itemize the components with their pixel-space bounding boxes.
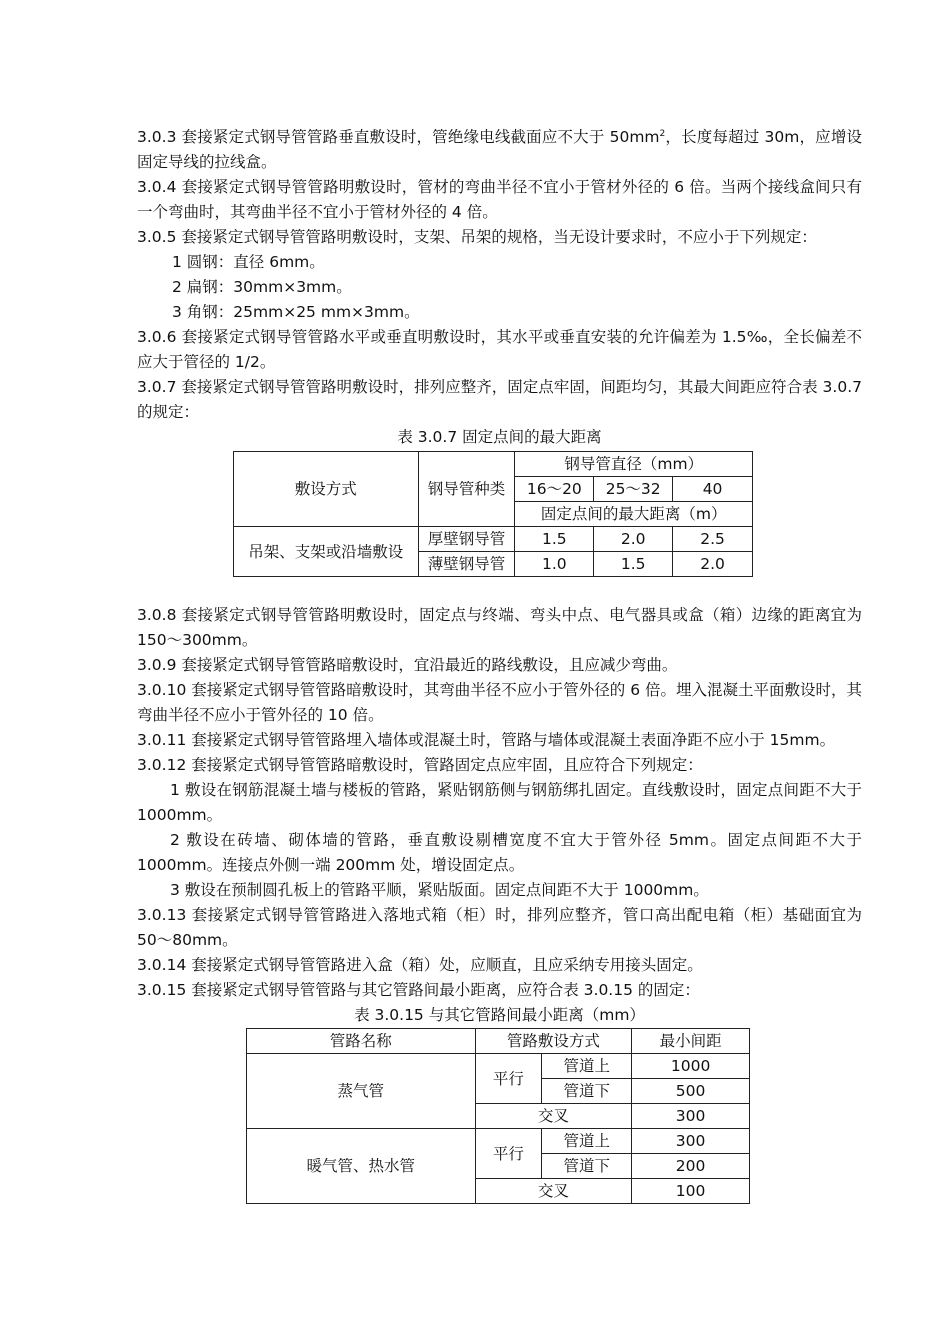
table-3-0-7-caption: 表 3.0.7 固定点间的最大距离 xyxy=(397,428,602,446)
para-3-0-12-item-1: 1 敷设在钢筋混凝土墙与楼板的管路，紧贴钢筋侧与钢筋绑扎固定。直线敷设时，固定点间距不大于 1000mm。 xyxy=(137,781,862,824)
value-cell: 1.0 xyxy=(515,552,594,577)
para-3-0-10: 3.0.10 套接紧定式钢导管管路暗敷设时，其弯曲半径不应小于管外径的 6 倍。埋入混凝土平面敷设时，其弯曲半径不应小于管外径的 10 倍。 xyxy=(137,681,862,724)
para-3-0-5-item-1: 1 圆钢：直径 6mm。 xyxy=(172,253,325,271)
para-3-0-7: 3.0.7 套接紧定式钢导管管路明敷设时，排列应整齐，固定点牢固，间距均匀，其最大间距应符合表 3.0.7 的规定： xyxy=(137,378,862,421)
value-cell: 100 xyxy=(632,1179,750,1204)
spacer xyxy=(137,577,862,603)
para-3-0-15: 3.0.15 套接紧定式钢导管管路与其它管路间最小距离，应符合表 3.0.15 的固定： xyxy=(137,981,700,999)
header-diameter: 钢导管直径（mm） xyxy=(515,452,753,477)
para-3-0-8: 3.0.8 套接紧定式钢导管管路明敷设时，固定点与终端、弯头中点、电气器具或盒（箱）边缘的距离宜为 150～300mm。 xyxy=(137,606,862,649)
para-3-0-4: 3.0.4 套接紧定式钢导管管路明敷设时，管材的弯曲半径不宜小于管材外径的 6 倍。当两个接线盒间只有一个弯曲时，其弯曲半径不宜小于管材外径的 4 倍。 xyxy=(137,178,862,221)
pipe-name-cell: 暖气管、热水管 xyxy=(247,1129,476,1204)
value-cell: 1000 xyxy=(632,1054,750,1079)
type-cell: 薄壁钢导管 xyxy=(418,552,515,577)
above-cell: 管道上 xyxy=(542,1054,632,1079)
para-3-0-3 xyxy=(137,125,862,175)
table-3-0-15-caption: 表 3.0.15 与其它管路间最小距离（mm） xyxy=(354,1006,645,1024)
cross-cell: 交叉 xyxy=(475,1104,632,1129)
parallel-cell: 平行 xyxy=(475,1054,542,1104)
para-3-0-9: 3.0.9 套接紧定式钢导管管路暗敷设时，宜沿最近的路线敷设，且应减少弯曲。 xyxy=(137,656,678,674)
value-cell: 2.0 xyxy=(594,527,673,552)
value-cell: 500 xyxy=(632,1079,750,1104)
para-3-0-3-text-end: ，长度每超过 30m，应增设固定导线的拉线盒。 xyxy=(137,128,863,171)
value-cell: 2.0 xyxy=(673,552,753,577)
header-name: 管路名称 xyxy=(247,1029,476,1054)
diameter-3: 40 xyxy=(673,477,753,502)
superscript: 2 xyxy=(659,128,666,139)
header-min: 最小间距 xyxy=(632,1029,750,1054)
header-type: 钢导管种类 xyxy=(418,452,515,527)
value-cell: 300 xyxy=(632,1104,750,1129)
table-row xyxy=(234,527,753,552)
pipe-name-cell: 蒸气管 xyxy=(247,1054,476,1129)
header-mode: 管路敷设方式 xyxy=(475,1029,632,1054)
para-3-0-6: 3.0.6 套接紧定式钢导管管路水平或垂直明敷设时，其水平或垂直安装的允许偏差为 1.5‰，全长偏差不应大于管径的 1/2。 xyxy=(137,328,862,371)
parallel-cell: 平行 xyxy=(475,1129,542,1179)
value-cell: 300 xyxy=(632,1129,750,1154)
type-cell: 厚壁钢导管 xyxy=(418,527,515,552)
value-cell: 2.5 xyxy=(673,527,753,552)
value-cell: 200 xyxy=(632,1154,750,1179)
table-3-0-7 xyxy=(233,451,753,577)
para-3-0-12: 3.0.12 套接紧定式钢导管管路暗敷设时，管路固定点应牢固，且应符合下列规定： xyxy=(137,756,703,774)
table-row xyxy=(247,1054,750,1079)
header-method: 敷设方式 xyxy=(234,452,419,527)
diameter-2: 25～32 xyxy=(594,477,673,502)
document-body xyxy=(137,125,862,1204)
header-distance: 固定点间的最大距离（m） xyxy=(515,502,753,527)
para-3-0-3-text: 3.0.3 套接紧定式钢导管管路垂直敷设时，管绝缘电线截面应不大于 50mm xyxy=(137,128,660,146)
table-row xyxy=(247,1129,750,1154)
below-cell: 管道下 xyxy=(542,1079,632,1104)
para-3-0-13: 3.0.13 套接紧定式钢导管管路进入落地式箱（柜）时，排列应整齐，管口高出配电箱（柜）基础面宜为 50～80mm。 xyxy=(137,906,862,949)
para-3-0-14: 3.0.14 套接紧定式钢导管管路进入盒（箱）处，应顺直，且应采纳专用接头固定。 xyxy=(137,956,703,974)
cross-cell: 交叉 xyxy=(475,1179,632,1204)
para-3-0-12-item-2: 2 敷设在砖墙、砌体墙的管路，垂直敷设剔槽宽度不宜大于管外径 5mm。固定点间距不大于 1000mm。连接点外侧一端 200mm 处，增设固定点。 xyxy=(137,831,862,874)
para-3-0-12-item-3: 3 敷设在预制圆孔板上的管路平顺，紧贴版面。固定点间距不大于 1000mm。 xyxy=(170,881,709,899)
above-cell: 管道上 xyxy=(542,1129,632,1154)
para-3-0-5: 3.0.5 套接紧定式钢导管管路明敷设时，支架、吊架的规格，当无设计要求时，不应小于下列规定： xyxy=(137,228,817,246)
value-cell: 1.5 xyxy=(515,527,594,552)
method-cell: 吊架、支架或沿墙敷设 xyxy=(234,527,419,577)
para-3-0-5-item-3: 3 角钢：25mm×25 mm×3mm。 xyxy=(172,303,420,321)
para-3-0-11: 3.0.11 套接紧定式钢导管管路埋入墙体或混凝土时，管路与墙体或混凝土表面净距不应小于 15mm。 xyxy=(137,731,836,749)
table-3-0-15 xyxy=(246,1028,750,1204)
below-cell: 管道下 xyxy=(542,1154,632,1179)
value-cell: 1.5 xyxy=(594,552,673,577)
para-3-0-5-item-2: 2 扁钢：30mm×3mm。 xyxy=(172,278,352,296)
diameter-1: 16～20 xyxy=(515,477,594,502)
